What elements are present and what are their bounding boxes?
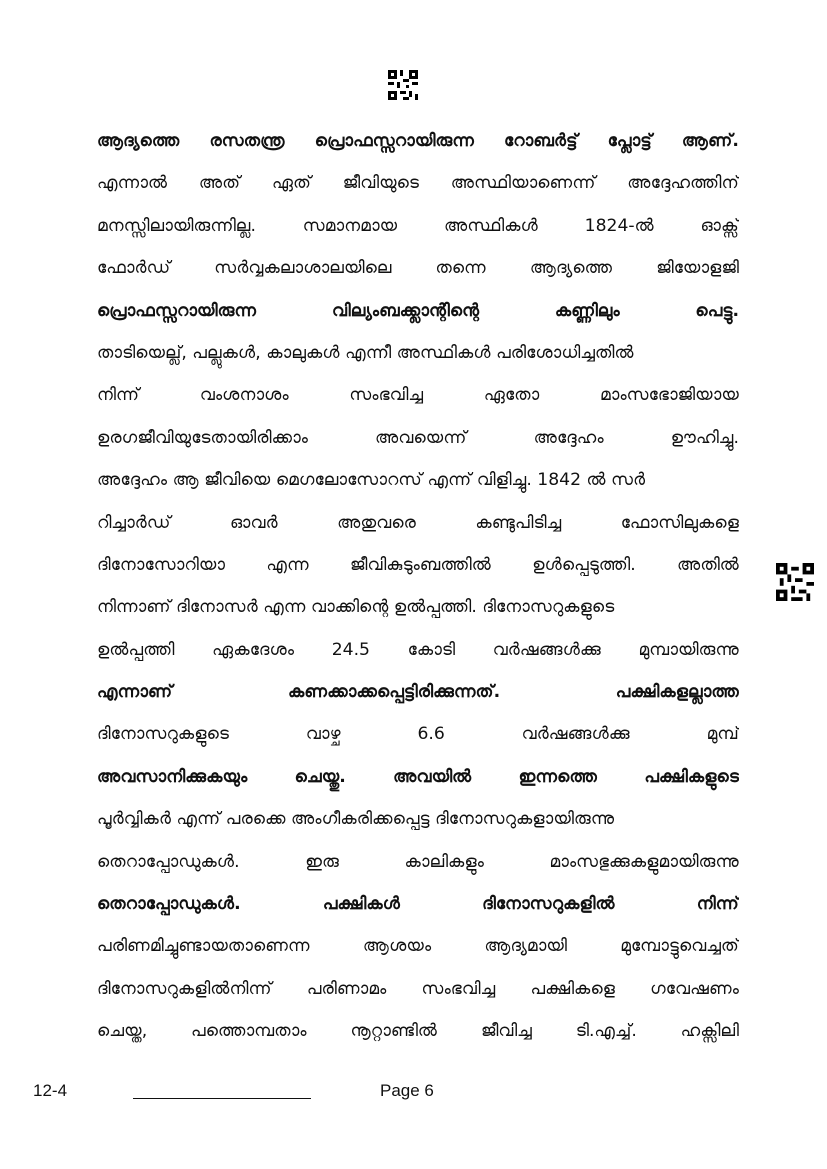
- word: തന്നെ: [435, 258, 486, 279]
- text-line: [97, 128, 739, 170]
- word: ഊഹിച്ചു.: [670, 427, 739, 448]
- word: പരിണാമം: [306, 978, 387, 999]
- word: കോടി: [407, 639, 456, 660]
- word: ഉൽപ്പത്തി: [97, 639, 175, 660]
- word: ആദ്യത്തെ: [529, 258, 613, 279]
- word: 1824-ൽ: [584, 215, 654, 236]
- word: സംഭവിച്ച: [421, 978, 496, 999]
- text-line: [97, 382, 739, 424]
- body-text: [97, 128, 739, 1061]
- word: ചെയ്തു.: [294, 766, 346, 787]
- word: വർഷങ്ങൾക്കു: [492, 639, 601, 660]
- qr-code-icon: [388, 70, 418, 100]
- word: അവയെന്ന്: [375, 427, 467, 448]
- word: പ്രൊഫസ്സറായിരുന്ന: [314, 131, 475, 151]
- word: ഉൾപ്പെടുത്തി.: [532, 554, 636, 575]
- word: വംശനാശം: [199, 385, 289, 406]
- paper-code: 12-4: [33, 1081, 68, 1100]
- word: എന്ന: [266, 554, 309, 575]
- word: ഏതോ: [483, 385, 540, 406]
- word: അസ്ഥികൾ: [443, 215, 538, 236]
- text-line: പൂർവ്വികർ എന്ന് പരക്കെ അംഗീകരിക്കപ്പെട്ട ദിനോസറുകളായിരുന്നു: [97, 809, 615, 830]
- word: ടി.എച്ച്.: [575, 1021, 637, 1042]
- text-line: [97, 637, 739, 679]
- word: കാലികളും: [404, 851, 484, 872]
- word: മുമ്പായിരുന്നു: [638, 639, 739, 660]
- word: ദിനോസോറിയാ: [97, 554, 226, 575]
- text-line: [97, 933, 739, 975]
- word: മനസ്സിലായിരുന്നില്ല.: [97, 215, 256, 236]
- word: അദ്ദേഹത്തിന്: [627, 173, 739, 194]
- word: സർവ്വകലാശാലയിലെ: [214, 258, 392, 279]
- page-footer: [0, 1081, 827, 1111]
- word: ജീവികുടുംബത്തിൽ: [350, 554, 491, 575]
- word: അവസാനിക്കുകയും: [97, 766, 248, 787]
- word: മാംസഭോജിയായ: [599, 385, 739, 406]
- text-line: [97, 976, 739, 1018]
- word: നിന്ന്: [696, 894, 739, 915]
- word: ദിനോസറുകളിൽനിന്ന്: [97, 978, 272, 999]
- word: ഫോസിലുകളെ: [620, 512, 739, 533]
- word: പക്ഷികളല്ലാത്ത: [615, 682, 739, 703]
- word: റിച്ചാർഡ്: [97, 512, 171, 533]
- text-line: [97, 510, 739, 552]
- word: പരിണമിച്ചുണ്ടായതാണെന്ന: [97, 936, 310, 957]
- word: ജീവിച്ച: [480, 1021, 532, 1042]
- word: സമാനമായ: [302, 215, 398, 236]
- text-line: [97, 891, 739, 933]
- word: ഗവേഷണം: [650, 978, 739, 999]
- word: ആദ്യമായി: [484, 936, 568, 957]
- word: ദിനോസറുകളിൽ: [482, 894, 615, 915]
- word: കണക്കാക്കപ്പെട്ടിരിക്കുന്നത്.: [288, 682, 501, 703]
- word: ഏത്: [271, 173, 312, 194]
- word: ഓക്സ്: [700, 215, 739, 236]
- text-line: [97, 764, 739, 806]
- word: സംഭവിച്ച: [349, 385, 424, 406]
- word: മുമ്പോട്ടുവെച്ചത്: [620, 936, 739, 957]
- word: ഇന്നത്തെ: [518, 766, 598, 787]
- word: ആശയം: [362, 936, 432, 957]
- word: അതിൽ: [676, 554, 739, 575]
- word: അസ്ഥിയാണെന്ന്: [450, 173, 596, 194]
- word: ജീവിയുടെ: [342, 173, 420, 194]
- word: ആണ്.: [681, 131, 739, 151]
- word: ഓവർ: [230, 512, 278, 533]
- text-line: [97, 170, 739, 212]
- text-line: [97, 425, 739, 467]
- word: ഫോർഡ്: [97, 258, 171, 279]
- word: വർഷങ്ങൾക്കു: [521, 724, 630, 745]
- text-line: [97, 255, 739, 297]
- text-line: [97, 298, 739, 340]
- qr-code-top: [388, 70, 418, 100]
- word: നിന്ന്: [97, 385, 140, 406]
- word: പ്രൊഫസ്സറായിരുന്ന: [97, 300, 257, 321]
- word: 6.6: [417, 724, 445, 745]
- word: റോബർട്ട്: [504, 131, 578, 151]
- word: മാംസഭുക്കുകളുമായിരുന്നു: [549, 851, 739, 872]
- word: കണ്ടുപിടിച്ച: [475, 512, 562, 533]
- text-line: [97, 213, 739, 255]
- word: പെട്ടു.: [695, 300, 739, 321]
- text-line: [97, 1018, 739, 1060]
- text-line: അദ്ദേഹം ആ ജീവിയെ മെഗലോസോറസ് എന്ന് വിളിച്ചു. 1842 ൽ സർ: [97, 470, 646, 491]
- word: ഹക്സിലി: [680, 1021, 739, 1042]
- word: തെറാപ്പോഡുകൾ.: [97, 894, 241, 915]
- qr-code-side: [776, 563, 814, 601]
- word: ഉരഗജീവിയുടേതായിരിക്കാം: [97, 427, 308, 448]
- word: എന്നാൽ: [97, 173, 168, 194]
- qr-code-icon: [776, 563, 814, 601]
- word: അദ്ദേഹം: [533, 427, 604, 448]
- text-line: നിന്നാണ് ദിനോസർ എന്ന വാക്കിന്റെ ഉൽപ്പത്തി. ദിനോസറുകളുടെ: [97, 597, 615, 618]
- footer-rule: [133, 1098, 311, 1099]
- word: രസതന്ത്ര: [209, 131, 285, 151]
- word: വാഴ്ച: [305, 724, 341, 745]
- word: പക്ഷികൾ: [322, 894, 401, 915]
- word: ആദ്യത്തെ: [97, 131, 180, 151]
- word: എന്നാണ്: [97, 682, 173, 703]
- word: ജിയോളജി: [656, 258, 739, 279]
- text-line: [97, 679, 739, 721]
- word: ഏകദേശം: [212, 639, 295, 660]
- word: പത്തൊമ്പതാം: [191, 1021, 307, 1042]
- word: പക്ഷികളെ: [530, 978, 615, 999]
- text-line: [97, 849, 739, 891]
- word: ഇരു: [305, 851, 339, 872]
- word: അത്: [198, 173, 241, 194]
- text-line: താടിയെല്ല്, പല്ലുകൾ, കാലുകൾ എന്നീ അസ്ഥികൾ പരിശോധിച്ചതിൽ: [97, 342, 634, 363]
- word: കണ്ണിലും: [554, 300, 620, 321]
- text-line: [97, 721, 739, 763]
- word: വില്യംബക്ക്ലാന്റിന്റെ: [331, 300, 480, 321]
- word: മുമ്പ്: [706, 724, 739, 745]
- word: ചെയ്ത,: [97, 1021, 148, 1042]
- word: അതുവരെ: [337, 512, 416, 533]
- word: പക്ഷികളുടെ: [644, 766, 739, 787]
- page-number: Page 6: [380, 1081, 434, 1100]
- text-line: [97, 552, 739, 594]
- word: പ്ലോട്ട്: [607, 131, 652, 151]
- word: നൂറ്റാണ്ടിൽ: [350, 1021, 438, 1042]
- word: അവയിൽ: [393, 766, 472, 787]
- word: 24.5: [331, 639, 370, 660]
- word: ദിനോസറുകളുടെ: [97, 724, 229, 745]
- word: തെറാപ്പോഡുകൾ.: [97, 851, 240, 872]
